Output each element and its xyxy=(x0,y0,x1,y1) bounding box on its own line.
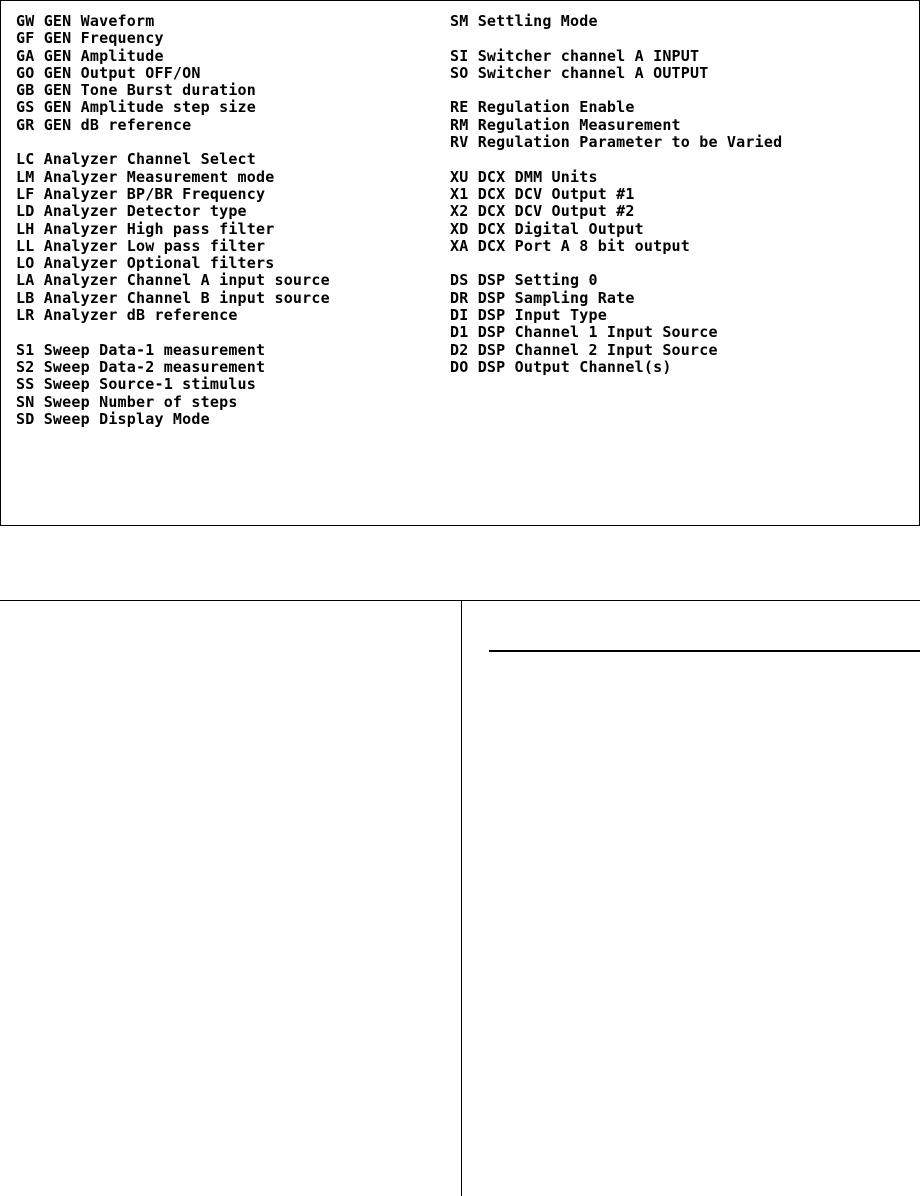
command-item xyxy=(450,272,782,289)
command-label: Analyzer Channel Select xyxy=(43,150,257,169)
command-code: LC xyxy=(16,150,35,169)
command-list-screen xyxy=(0,0,920,526)
command-code: GR xyxy=(16,115,35,134)
command-label: Settling Mode xyxy=(477,12,598,30)
command-item xyxy=(16,48,330,65)
command-label: Sweep Data-1 measurement xyxy=(43,340,266,359)
command-code: GS xyxy=(16,98,35,117)
command-code: LH xyxy=(16,219,35,238)
command-label: Switcher channel A INPUT xyxy=(477,46,700,65)
command-item xyxy=(450,13,782,30)
command-code: RV xyxy=(450,133,469,152)
command-code: RM xyxy=(450,115,469,134)
command-code: LR xyxy=(16,306,35,325)
command-item xyxy=(16,255,330,272)
command-item xyxy=(450,324,782,341)
command-label: GEN Frequency xyxy=(43,29,164,48)
group-separator xyxy=(450,151,782,168)
command-item xyxy=(450,117,782,134)
command-label: Switcher channel A OUTPUT xyxy=(477,63,709,82)
command-label: Analyzer Detector type xyxy=(43,202,247,221)
command-label: Sweep Number of steps xyxy=(43,392,238,411)
command-item xyxy=(16,342,330,359)
lower-right-rule xyxy=(489,650,920,652)
command-code: LM xyxy=(16,167,35,186)
command-label: DCX DCV Output #2 xyxy=(477,202,635,221)
command-label: Analyzer High pass filter xyxy=(43,219,275,238)
command-item xyxy=(450,134,782,151)
command-code: SO xyxy=(450,63,469,82)
command-item xyxy=(450,290,782,307)
command-code: LB xyxy=(16,288,35,307)
command-code: GO xyxy=(16,63,35,82)
command-code: DS xyxy=(450,271,469,290)
command-item xyxy=(450,307,782,324)
command-code: DR xyxy=(450,288,469,307)
command-label: Regulation Enable xyxy=(477,98,635,117)
command-item xyxy=(450,65,782,82)
command-item xyxy=(16,290,330,307)
command-label: GEN Waveform xyxy=(43,12,155,30)
command-label: GEN Amplitude xyxy=(43,46,164,65)
command-item xyxy=(16,13,330,30)
command-code: XU xyxy=(450,167,469,186)
command-label: DSP Input Type xyxy=(477,306,607,325)
command-label: Analyzer Channel B input source xyxy=(43,288,330,307)
command-label: DSP Sampling Rate xyxy=(477,288,635,307)
command-item xyxy=(450,221,782,238)
command-code: X1 xyxy=(450,184,469,203)
command-code: SD xyxy=(16,409,35,428)
command-item xyxy=(16,82,330,99)
command-item xyxy=(450,48,782,65)
command-label: Sweep Display Mode xyxy=(43,409,210,428)
command-item xyxy=(450,359,782,376)
command-code: LD xyxy=(16,202,35,221)
command-code: XD xyxy=(450,219,469,238)
command-item xyxy=(16,221,330,238)
command-label: DSP Setting 0 xyxy=(477,271,598,290)
group-separator xyxy=(16,134,330,151)
command-item xyxy=(16,99,330,116)
command-code: SI xyxy=(450,46,469,65)
command-item xyxy=(450,169,782,186)
command-code: GA xyxy=(16,46,35,65)
command-label: DCX DMM Units xyxy=(477,167,598,186)
command-item xyxy=(16,186,330,203)
command-code: GF xyxy=(16,29,35,48)
command-label: DCX Digital Output xyxy=(477,219,644,238)
command-code: D1 xyxy=(450,323,469,342)
command-item xyxy=(16,30,330,47)
group-separator xyxy=(450,255,782,272)
command-item xyxy=(16,117,330,134)
command-label: GEN Tone Burst duration xyxy=(43,81,257,100)
group-separator xyxy=(450,30,782,47)
command-label: Analyzer BP/BR Frequency xyxy=(43,184,266,203)
command-code: SN xyxy=(16,392,35,411)
command-label: Analyzer Optional filters xyxy=(43,254,275,273)
command-item xyxy=(450,238,782,255)
command-list-right xyxy=(450,13,782,376)
command-item xyxy=(16,272,330,289)
command-label: Sweep Source-1 stimulus xyxy=(43,375,257,394)
command-item xyxy=(450,99,782,116)
lower-left-panel xyxy=(0,600,462,1196)
command-item xyxy=(16,65,330,82)
command-label: Analyzer Measurement mode xyxy=(43,167,275,186)
command-label: Regulation Parameter to be Varied xyxy=(477,133,783,152)
command-label: Analyzer Low pass filter xyxy=(43,236,266,255)
command-label: GEN dB reference xyxy=(43,115,192,134)
command-code: GB xyxy=(16,81,35,100)
command-item xyxy=(16,203,330,220)
command-label: DCX Port A 8 bit output xyxy=(477,236,691,255)
command-code: SM xyxy=(450,12,469,30)
command-label: DCX DCV Output #1 xyxy=(477,184,635,203)
command-label: Analyzer dB reference xyxy=(43,306,238,325)
command-label: GEN Amplitude step size xyxy=(43,98,257,117)
group-separator xyxy=(450,82,782,99)
group-separator xyxy=(16,324,330,341)
command-item xyxy=(16,359,330,376)
command-code: LL xyxy=(16,236,35,255)
command-code: GW xyxy=(16,12,35,30)
command-item xyxy=(450,186,782,203)
command-code: S2 xyxy=(16,357,35,376)
command-code: RE xyxy=(450,98,469,117)
command-label: Analyzer Channel A input source xyxy=(43,271,330,290)
command-item xyxy=(16,411,330,428)
command-label: DSP Channel 2 Input Source xyxy=(477,340,718,359)
command-code: S1 xyxy=(16,340,35,359)
command-label: DSP Output Channel(s) xyxy=(477,357,672,376)
command-code: X2 xyxy=(450,202,469,221)
command-label: GEN Output OFF/ON xyxy=(43,63,201,82)
command-code: LF xyxy=(16,184,35,203)
command-code: D2 xyxy=(450,340,469,359)
command-item xyxy=(450,203,782,220)
command-code: DO xyxy=(450,357,469,376)
command-item xyxy=(450,342,782,359)
command-item xyxy=(16,151,330,168)
command-item xyxy=(16,394,330,411)
command-item xyxy=(16,169,330,186)
command-code: LA xyxy=(16,271,35,290)
lower-right-top-border xyxy=(462,600,920,601)
command-item xyxy=(16,376,330,393)
command-item xyxy=(16,307,330,324)
command-list-left xyxy=(16,13,330,428)
command-label: DSP Channel 1 Input Source xyxy=(477,323,718,342)
command-code: XA xyxy=(450,236,469,255)
command-label: Sweep Data-2 measurement xyxy=(43,357,266,376)
command-code: LO xyxy=(16,254,35,273)
command-label: Regulation Measurement xyxy=(477,115,681,134)
command-code: DI xyxy=(450,306,469,325)
command-code: SS xyxy=(16,375,35,394)
command-item xyxy=(16,238,330,255)
